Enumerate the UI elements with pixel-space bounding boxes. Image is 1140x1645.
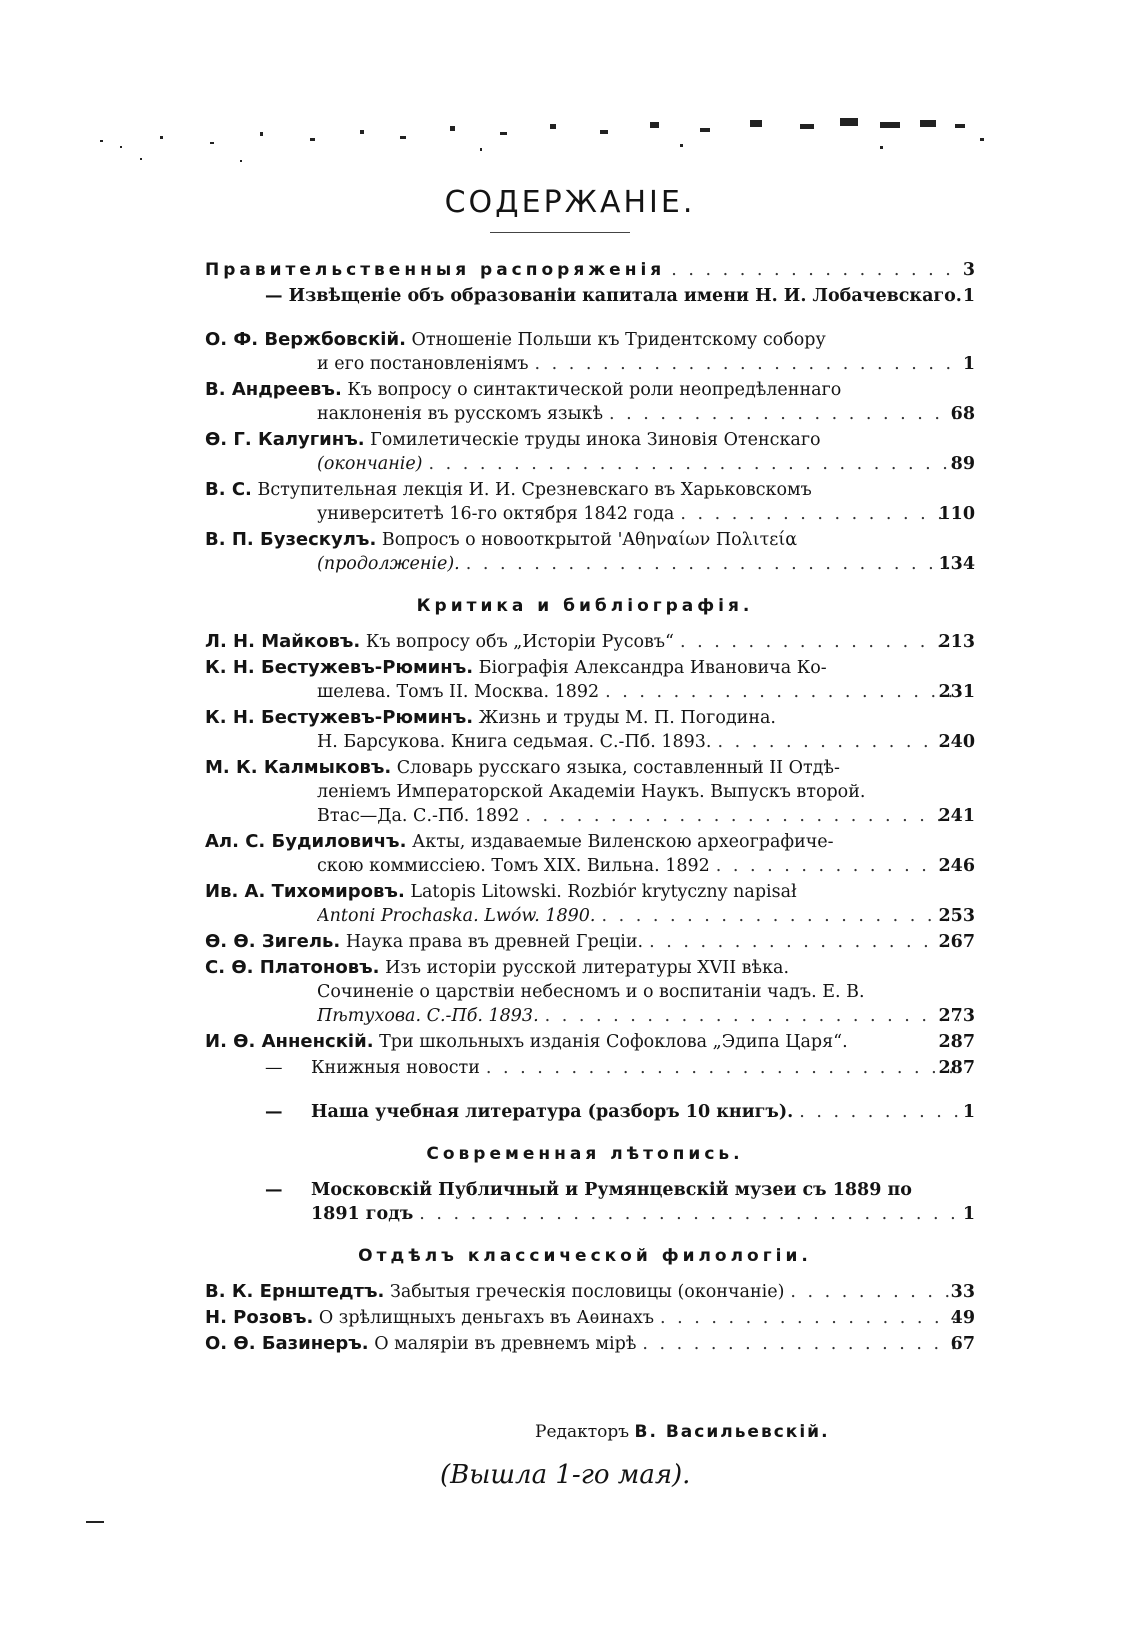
entry-title: Три школьныхъ изданія Софоклова „Эдипа Царя“. [379,1032,848,1052]
toc-row [205,478,975,526]
page-number: 89 [950,454,975,474]
entry-title: Antoni Prochaska. Lwów. 1890. [317,906,596,926]
toc-row [205,756,975,828]
entry-author: Н. Розовъ. [205,1307,314,1328]
entry-title: Словарь русскаго языка, составленный II Отдѣ- [396,758,840,778]
entry-title: Пѣтухова. С.-Пб. 1893. [317,1006,539,1026]
page-number: 231 [938,682,975,702]
toc-row [205,880,975,928]
page-title: СОДЕРЖАНІЕ. [444,185,696,220]
page-number: 1 [962,354,975,374]
page-number: 33 [950,1282,975,1302]
entry-author: К. Н. Бестужевъ-Рюминъ. [205,707,474,728]
table-of-contents [205,256,975,1356]
entry-title: Къ вопросу о синтактической роли неопредѣленнаго [347,380,842,400]
toc-row [205,528,975,576]
entry-title: Московскій Публичный и Румянцевскій музеи съ 1889 по [311,1180,912,1200]
entry-title: Къ вопросу объ „Исторіи Русовъ“ [365,632,674,652]
entry-author: Ѳ. Ѳ. Зигель. [205,931,341,952]
toc-row [205,284,975,308]
entry-title: Вступительная лекція И. И. Срезневскаго въ Харьковскомъ [257,480,812,500]
toc-row [205,328,975,376]
toc-row [205,1030,975,1054]
entry-author: Л. Н. Майковъ. [205,631,361,652]
section-heading: Современная лѣтопись. [426,1144,744,1164]
title-rule [490,232,630,233]
entry-title: университетѣ 16-го октября 1842 года [317,504,675,524]
entry-title: Біографія Александра Ивановича Ко- [478,658,827,678]
toc-row: — Московскій Публичный и Румянцевскій музеи съ 1889 по 1891 годъ . . . 1 [205,1178,965,1226]
page-number: 68 [950,404,975,424]
page-number: 253 [938,906,975,926]
page-number: 67 [950,1334,975,1354]
entry-title: Книжныя новости [311,1058,480,1078]
entry-title: Н. Барсукова. Книга седьмая. С.-Пб. 1893. [317,732,712,752]
toc-row [205,956,975,1028]
entry-title: О зрѣлищныхъ деньгахъ въ Аѳинахъ [318,1308,655,1328]
entry-title: Наша учебная литература (разборъ 10 книгъ). [311,1102,794,1122]
entry-title: Наука права въ древней Греціи. [345,932,644,952]
entry-title: Изъ исторіи русской литературы XVII вѣка. [385,958,790,978]
entry-title: наклоненія въ русскомъ языкѣ [317,404,604,424]
entry-title: 1891 годъ [311,1204,414,1224]
entry-title: О маляріи въ древнемъ мірѣ [374,1334,637,1354]
entry-title: — Извѣщеніе объ образованіи капитала имени Н. И. Лобачевскаго. [265,286,962,306]
page-number: 240 [938,732,975,752]
page-number: 213 [938,632,975,652]
editor-label: Редакторъ [535,1422,630,1442]
entry-author: В. Андреевъ. [205,379,342,400]
toc-row [205,930,975,954]
entry-title: скою коммиссіею. Томъ XIX. Вильна. 1892 [317,856,710,876]
entry-author: И. Ѳ. Анненскій. [205,1031,374,1052]
page-number: 273 [938,1006,975,1026]
toc-row [205,656,975,704]
toc-row: — Наша учебная литература (разборъ 10 книгъ). . . . 1 [205,1100,965,1124]
entry-title: Вопросъ о новооткрытой 'Αθηναίων Πολιτεία [381,530,798,550]
page-number: 1 [962,286,975,306]
entry-title: леніемъ Императорской Академіи Наукъ. Выпускъ второй. [317,782,866,802]
entry-author: В. С. [205,479,252,500]
page-number: 246 [938,856,975,876]
toc-row: — Книжныя новости . . . 287 [205,1056,965,1080]
entry-title: Сочиненіе о царствіи небесномъ и о воспитаніи чадъ. Е. В. [317,982,865,1002]
entry-title: Гомилетическіе труды инока Зиновія Отенскаго [370,430,821,450]
page-number: 267 [938,932,975,952]
entry-author: М. К. Калмыковъ. [205,757,392,778]
toc-row [205,1332,975,1356]
entry-author: О. Ф. Вержбовскій. [205,329,406,350]
entry-author: С. Ѳ. Платоновъ. [205,957,380,978]
page-number: 287 [938,1032,975,1052]
entry-author: Ал. С. Будиловичъ. [205,831,407,852]
entry-author: Ив. А. Тихомировъ. [205,881,405,902]
entry-title: Забытыя греческія пословицы (окончаніе) [389,1282,785,1302]
page-number: 134 [938,554,975,574]
entry-title: шелева. Томъ II. Москва. 1892 [317,682,600,702]
entry-title: Отношеніе Польши къ Тридентскому собору [411,330,826,350]
entry-title: Акты, издаваемые Виленскою археографиче- [412,832,834,852]
editor-line [535,1422,830,1442]
toc-row [205,378,975,426]
entry-author: В. К. Ернштедтъ. [205,1281,385,1302]
entry-title: (окончаніе) [317,454,423,474]
margin-mark [86,1521,104,1523]
page-number: 49 [950,1308,975,1328]
toc-row [205,258,975,282]
section-heading: Критика и библіографія. [416,596,754,616]
page-number: 3 [962,260,975,280]
entry-title: (продолженіе). [317,554,460,574]
entry-author: Ѳ. Г. Калугинъ. [205,429,365,450]
ornament-band [100,118,1000,168]
editor-name: В. Васильевскій. [634,1422,830,1442]
toc-row [205,1306,975,1330]
entry-author: О. Ѳ. Базинеръ. [205,1333,369,1354]
section-heading: Правительственныя распоряженія [205,260,666,280]
page-number: 110 [938,504,975,524]
toc-row [205,630,975,654]
toc-row [205,830,975,878]
toc-row [205,706,975,754]
entry-author: В. П. Бузескулъ. [205,529,377,550]
toc-row [205,428,975,476]
page-number: 1 [962,1102,975,1122]
entry-author: К. Н. Бестужевъ-Рюминъ. [205,657,474,678]
page-number: 1 [962,1204,975,1224]
section-heading: Отдѣлъ классической филологіи. [358,1246,812,1266]
entry-title: Latopis Litowski. Rozbiór krytyczny napisał [410,882,797,902]
page-number: 287 [938,1058,975,1078]
page-number: 241 [938,806,975,826]
entry-title: и его постановленіямъ [317,354,529,374]
handwritten-note: (Вышла 1-го мая). [440,1460,691,1490]
entry-title: Втас—Да. С.-Пб. 1892 [317,806,520,826]
toc-row [205,1280,975,1304]
entry-title: Жизнь и труды М. П. Погодина. [478,708,776,728]
